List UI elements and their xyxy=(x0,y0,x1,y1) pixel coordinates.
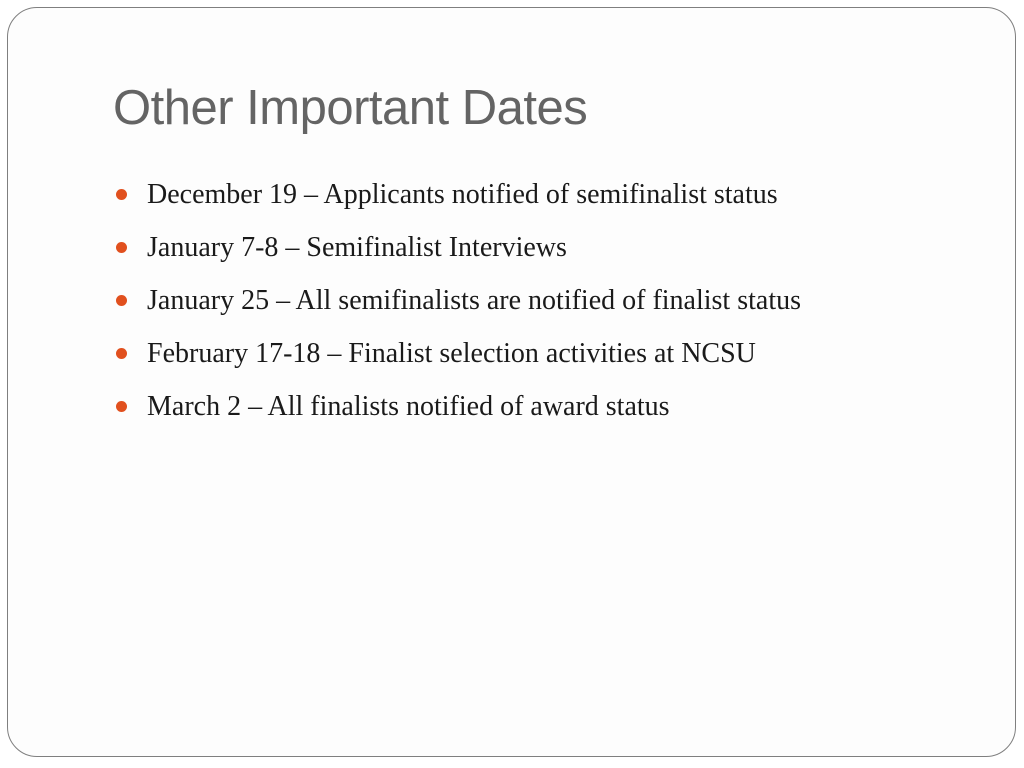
bullet-text: December 19 – Applicants notified of semifinalist status xyxy=(147,178,778,210)
slide-title: Other Important Dates xyxy=(113,81,588,135)
bullet-dot-icon xyxy=(116,189,127,200)
list-item xyxy=(113,380,801,433)
bullet-dot-icon xyxy=(116,348,127,359)
bullet-text: February 17-18 – Finalist selection activities at NCSU xyxy=(147,337,756,369)
list-item xyxy=(113,274,801,327)
bullet-list xyxy=(113,168,801,433)
bullet-dot-icon xyxy=(116,401,127,412)
list-item xyxy=(113,168,801,221)
list-item xyxy=(113,327,801,380)
bullet-text: March 2 – All finalists notified of award status xyxy=(147,390,670,422)
list-item xyxy=(113,221,801,274)
bullet-text: January 7-8 – Semifinalist Interviews xyxy=(147,231,567,263)
bullet-dot-icon xyxy=(116,295,127,306)
bullet-dot-icon xyxy=(116,242,127,253)
bullet-text: January 25 – All semifinalists are notified of finalist status xyxy=(147,284,801,316)
